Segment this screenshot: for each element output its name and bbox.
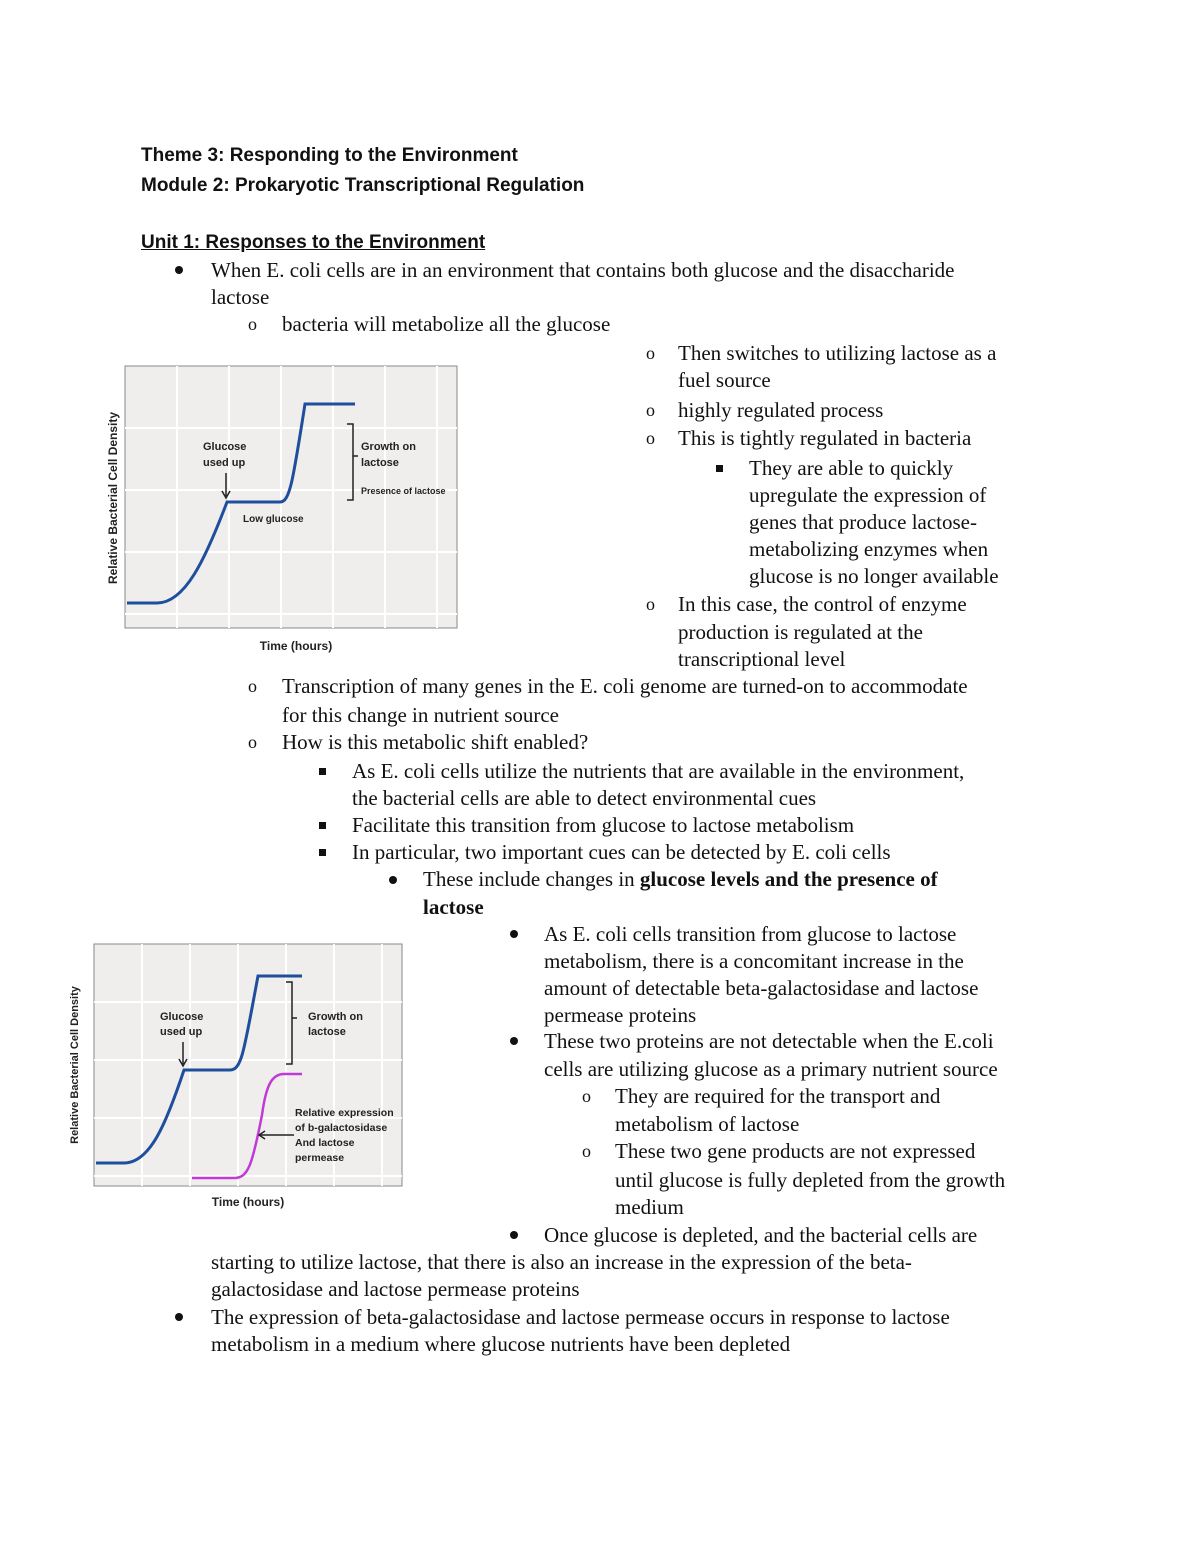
text-l16a: They are required for the transport and	[615, 1084, 941, 1108]
bullet-o: o	[582, 1141, 591, 1161]
text-l6e: glucose is no longer available	[749, 564, 999, 588]
text-l14c: amount of detectable beta-galactosidase and lactose	[544, 976, 979, 1000]
text-l7c: transcriptional level	[678, 647, 846, 671]
relative-expression-label: And lactose	[295, 1137, 355, 1149]
text-l19b: metabolism in a medium where glucose nutrients have been depleted	[211, 1332, 791, 1356]
relative-expression-label: of b-galactosidase	[295, 1122, 388, 1134]
text-l6c: genes that produce lactose-	[749, 510, 977, 534]
text-l17c: medium	[615, 1195, 684, 1219]
text-l15a: These two proteins are not detectable when the E.coli	[544, 1029, 994, 1053]
growth-on-lactose-label: Growth on	[308, 1011, 363, 1023]
bullet-o: o	[646, 428, 655, 448]
bullet-square	[319, 849, 326, 856]
presence-of-lactose-label: Presence of lactose	[361, 486, 446, 496]
text-l18b: starting to utilize lactose, that there is also an increase in the expression of the beta-	[211, 1250, 912, 1274]
glucose-used-up-label: Glucose	[203, 441, 247, 453]
bullet-square	[319, 768, 326, 775]
bullet-dot	[175, 266, 183, 274]
text-l5: This is tightly regulated in bacteria	[678, 426, 972, 450]
text-l7b: production is regulated at the	[678, 620, 923, 644]
text-l1b: lactose	[211, 285, 270, 309]
text-l8b: for this change in nutrient source	[282, 703, 559, 727]
bullet-o: o	[248, 676, 257, 696]
text-l13-bold: glucose levels and the presence of	[639, 867, 938, 891]
text-l18a: Once glucose is depleted, and the bacterial cells are	[544, 1223, 978, 1247]
text-l13c: lactose	[423, 895, 484, 919]
text-l13	[423, 866, 938, 893]
text-l1a: When E. coli cells are in an environment that contains both glucose and the disaccharide	[211, 258, 955, 282]
text-l6a: They are able to quickly	[749, 456, 954, 480]
unit-heading-text: Unit 1: Responses to the Environment	[141, 232, 486, 253]
bullet-square	[319, 822, 326, 829]
text-l9: How is this metabolic shift enabled?	[282, 730, 589, 754]
bullet-dot	[389, 876, 397, 884]
y-axis-label: Relative Bacterial Cell Density	[69, 986, 81, 1144]
figure-1-growth-curve	[95, 360, 465, 660]
bullet-o: o	[582, 1086, 591, 1106]
bullet-o: o	[646, 594, 655, 614]
text-l17a: These two gene products are not expressed	[615, 1139, 976, 1163]
text-l10a: As E. coli cells utilize the nutrients that are available in the environment,	[352, 759, 965, 783]
y-axis-label: Relative Bacterial Cell Density	[106, 411, 120, 585]
relative-expression-label: permease	[295, 1152, 345, 1164]
x-axis-label: Time (hours)	[259, 639, 333, 653]
relative-expression-label: Relative expression	[295, 1107, 394, 1119]
growth-on-lactose-label: lactose	[361, 457, 399, 469]
text-l3b: fuel source	[678, 368, 771, 392]
text-l14b: metabolism, there is a concomitant increase in the	[544, 949, 964, 973]
glucose-used-up-label: Glucose	[160, 1011, 204, 1023]
bullet-o: o	[248, 732, 257, 752]
low-glucose-label: Low glucose	[243, 514, 304, 525]
theme-heading: Theme 3: Responding to the Environment	[141, 145, 518, 166]
text-l11: Facilitate this transition from glucose to lactose metabolism	[352, 813, 855, 837]
growth-on-lactose-label: Growth on	[361, 441, 416, 453]
glucose-used-up-label: used up	[203, 457, 246, 469]
text-l19a: The expression of beta-galactosidase and lactose permease occurs in response to lactose	[211, 1305, 950, 1329]
text-l17b: until glucose is fully depleted from the growth	[615, 1168, 1006, 1192]
module-heading: Module 2: Prokaryotic Transcriptional Regulation	[141, 175, 585, 196]
text-l10b: the bacterial cells are able to detect environmental cues	[352, 786, 817, 810]
bullet-dot	[510, 1231, 518, 1239]
text-l6b: upregulate the expression of	[749, 483, 987, 507]
text-l8a: Transcription of many genes in the E. coli genome are turned-on to accommodate	[282, 674, 968, 698]
bullet-square	[716, 465, 723, 472]
text-l15b: cells are utilizing glucose as a primary nutrient source	[544, 1057, 998, 1081]
text-l14a: As E. coli cells transition from glucose to lactose	[544, 922, 957, 946]
growth-on-lactose-label: lactose	[308, 1026, 346, 1038]
text-l3a: Then switches to utilizing lactose as a	[678, 341, 997, 365]
text-l14d: permease proteins	[544, 1003, 697, 1027]
text-l18c: galactosidase and lactose permease proteins	[211, 1277, 580, 1301]
figure-2-growth-and-expression	[62, 940, 407, 1215]
text-l12: In particular, two important cues can be detected by E. coli cells	[352, 840, 891, 864]
glucose-used-up-label: used up	[160, 1026, 203, 1038]
text-l4: highly regulated process	[678, 398, 884, 422]
bullet-dot	[510, 1037, 518, 1045]
bullet-o: o	[646, 400, 655, 420]
text-l13a: These include changes in	[423, 867, 640, 891]
bullet-dot	[175, 1313, 183, 1321]
x-axis-label: Time (hours)	[211, 1195, 285, 1209]
text-l7a: In this case, the control of enzyme	[678, 592, 967, 616]
text-l6d: metabolizing enzymes when	[749, 537, 989, 561]
bullet-dot	[510, 930, 518, 938]
plot-area	[125, 366, 457, 628]
bullet-o: o	[248, 314, 257, 334]
plot-area	[94, 944, 402, 1186]
text-l16b: metabolism of lactose	[615, 1112, 800, 1136]
text-l2: bacteria will metabolize all the glucose	[282, 312, 611, 336]
bullet-o: o	[646, 343, 655, 363]
unit-heading	[141, 230, 485, 256]
